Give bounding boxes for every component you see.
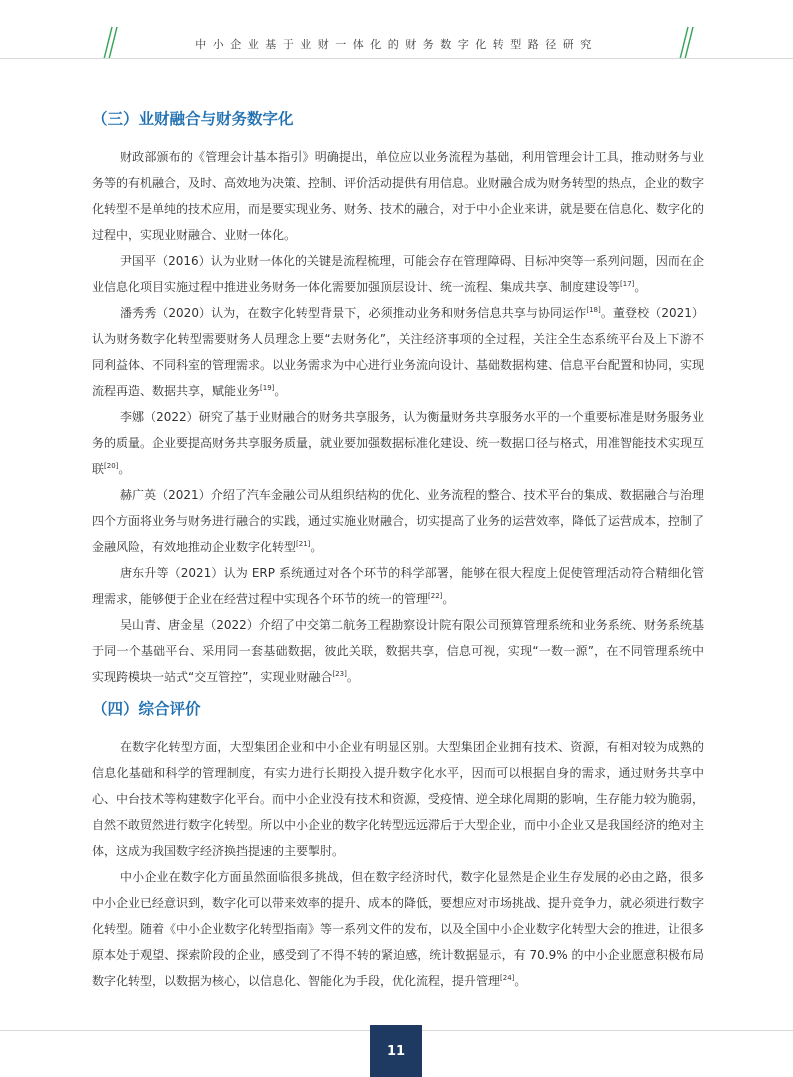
citation-ref: [18]: [586, 306, 601, 314]
header-divider: [0, 58, 793, 59]
citation-ref: [22]: [428, 592, 443, 600]
citation-ref: [24]: [500, 974, 515, 982]
page-header: [0, 0, 793, 60]
paragraph: 潘秀秀（2020）认为，在数字化转型背景下，必须推动业务和财务信息共享与协同运作[18]。董登校（2021）认为财务数字化转型需要财务人员理念上要“去财务化”，关注经济事项的全过程，关注全生态系统平台及上下游不同利益体、不同科室的管理需求。以业务需求为中心进行业务流向设计、基础数据构建、信息平台配置和协同，实现流程再造、数据共享，赋能业务[19]。: [92, 306, 705, 398]
paragraph: 唐东升等（2021）认为 ERP 系统通过对各个环节的科学部署，能够在很大程度上促使管理活动符合精细化管理需求，能够便于企业在经营过程中实现各个环节的统一的管理[22]。: [92, 566, 704, 606]
right-slash-decoration: [674, 26, 698, 60]
paragraph: 赫广英（2021）介绍了汽车金融公司从组织结构的优化、业务流程的整合、技术平台的集成、数据融合与治理四个方面将业务与财务进行融合的实践，通过实施业财融合，切实提高了业务的运营效率，降低了运营成本，控制了金融风险，有效地推动企业数字化转型[21]。: [92, 488, 705, 554]
paragraph: 财政部颁布的《管理会计基本指引》明确提出，单位应以业务流程为基础，利用管理会计工具，推动财务与业务等的有机融合，及时、高效地为决策、控制、评价活动提供有用信息。业财融合成为财务转型的热点，企业的数字化转型不是单纯的技术应用，而是要实现业务、财务、技术的融合，对于中小企业来讲，就是要在信息化、数字化的过程中，实现业财融合、业财一体化。: [92, 150, 705, 242]
citation-ref: [21]: [296, 540, 311, 548]
citation-ref: [19]: [260, 384, 275, 392]
paragraph: 在数字化转型方面，大型集团企业和中小企业有明显区别。大型集团企业拥有技术、资源，有相对较为成熟的信息化基础和科学的管理制度，有实力进行长期投入提升数字化水平，因而可以根据自身的需求，通过财务共享中心、中台技术等构建数字化平台。而中小企业没有技术和资源，受疫情、逆全球化周期的影响，生存能力较为脆弱，自然不敢贸然进行数字化转型。所以中小企业的数字化转型远远滞后于大型企业，而中小企业又是我国经济的绝对主体，这成为我国数字经济换挡提速的主要掣肘。: [92, 740, 705, 858]
paragraph: 尹国平（2016）认为业财一体化的关键是流程梳理，可能会存在管理障碍、目标冲突等一系列问题，因而在企业信息化项目实施过程中推进业务财务一体化需要加强顶层设计、统一流程、集成共享、制度建设等[17]。: [92, 254, 704, 294]
running-header-title: 中小企业基于业财一体化的财务数字化转型路径研究: [195, 38, 598, 51]
citation-ref: [23]: [332, 670, 347, 678]
paragraph: 李娜（2022）研究了基于业财融合的财务共享服务，认为衡量财务共享服务水平的一个重要标准是财务服务业务的质量。企业要提高财务共享服务质量，就业要加强数据标准化建设、统一数据口径与格式，用准智能技术实现互联[20]。: [92, 410, 705, 476]
paragraph: 吴山青、唐金星（2022）介绍了中交第二航务工程勘察设计院有限公司预算管理系统和业务系统、财务系统基于同一个基础平台、采用同一套基础数据，彼此关联，数据共享，信息可视，实现“一数一源”，在不同管理系统中实现跨模块一站式“交互管控”，实现业财融合[23]。: [92, 618, 704, 684]
citation-ref: [17]: [620, 280, 635, 288]
page-number: 11: [370, 1025, 422, 1077]
page-body: [92, 106, 704, 994]
citation-ref: [20]: [104, 462, 119, 470]
section-heading-3: （三）业财融合与财务数字化: [92, 110, 294, 128]
section-heading-4: （四）综合评价: [92, 700, 201, 718]
paragraph: 中小企业在数字化方面虽然面临很多挑战，但在数字经济时代，数字化显然是企业生存发展的必由之路，很多中小企业已经意识到，数字化可以带来效率的提升、成本的降低，要想应对市场挑战、提升竞争力，就必须进行数字化转型。随着《中小企业数字化转型指南》等一系列文件的发布，以及全国中小企业数字化转型大会的推进，让很多原本处于观望、探索阶段的企业，感受到了不得不转的紧迫感，统计数据显示，有 70.9% 的中小企业愿意积极布局数字化转型，以数据为核心，以信息化、智能化为手段，优化流程，提升管理[24]。: [92, 870, 705, 988]
